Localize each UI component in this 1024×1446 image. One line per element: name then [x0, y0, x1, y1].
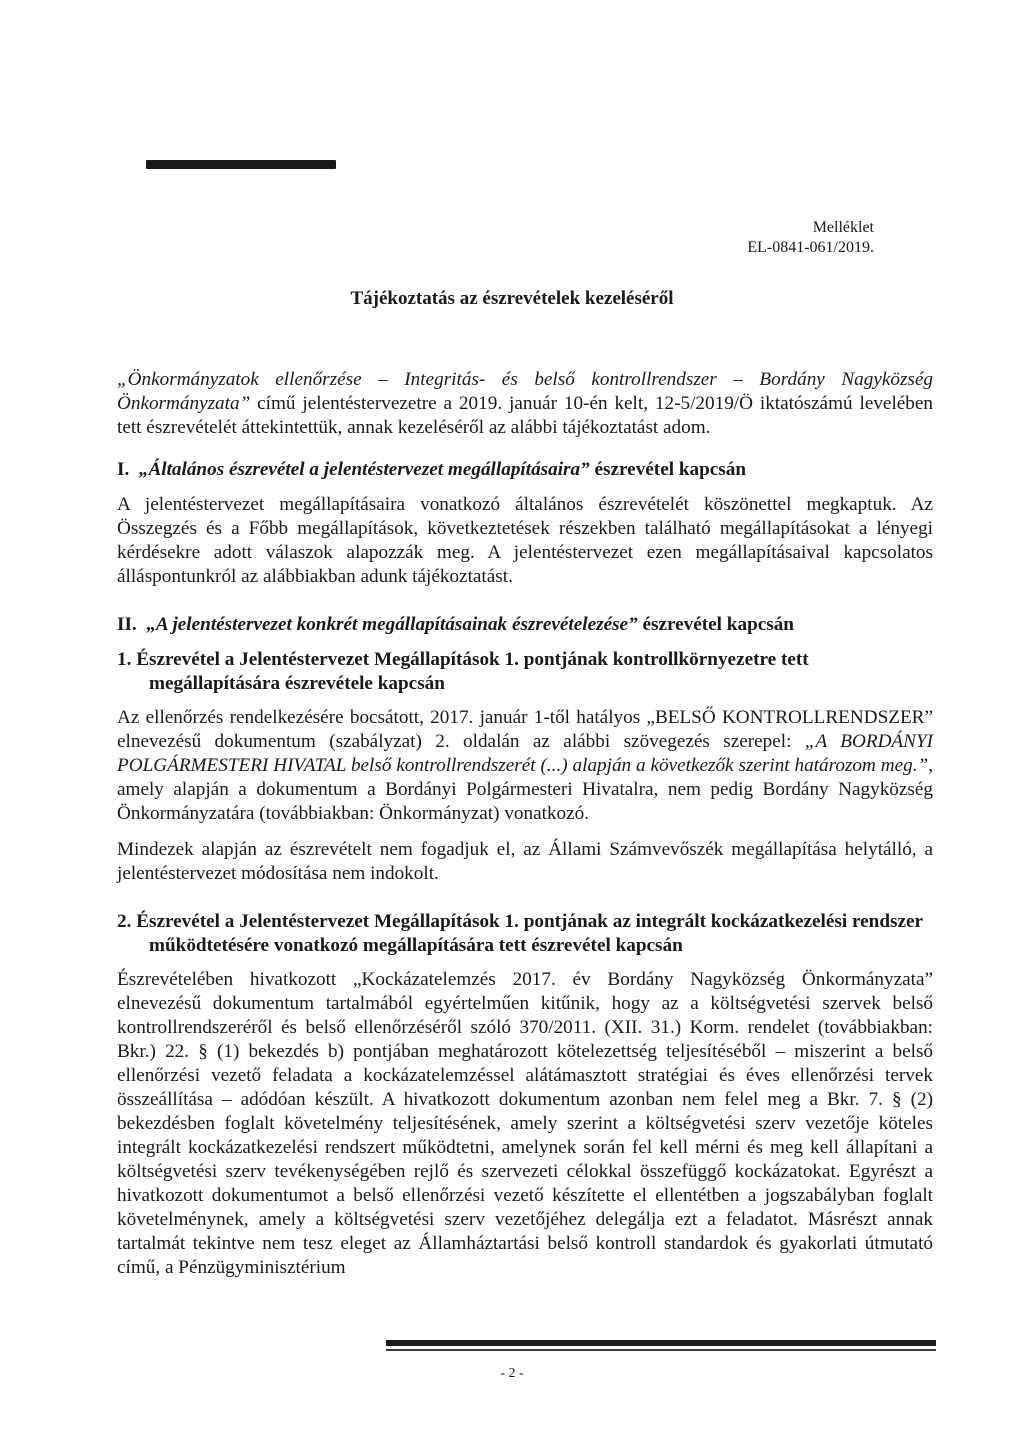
top-decorative-rule: [146, 160, 336, 169]
header-meta: [747, 218, 874, 258]
item-1-heading: 1. Észrevétel a Jelentéstervezet Megállapítások 1. pontjának kontrollkörnyezetre tett megállapítására észrevétele kapcsán: [117, 649, 809, 694]
intro-doc-title: „Önkormányzatok ellenőrzése – Integritás- és belső kontrollrendszer – Bordány Nagyközség Önkormányzata”: [117, 369, 933, 414]
section-2-suffix: észrevétel kapcsán: [642, 614, 794, 635]
document-body: [117, 368, 933, 1292]
section-1-numeral: I.: [117, 459, 130, 480]
item-2-paragraph-1: Észrevételében hivatkozott „Kockázatelemzés 2017. év Bordány Nagyközség Önkormányzata” elnevezésű dokumentum tartalmából egyértelműen kitűnik, hogy az a költségvetési szervek belső kontrollrendszeréről és belső ellenőrzéséről szóló 370/2011. (XII. 31.) Korm. rendelet (továbbiakban: Bkr.) 22. § (1) bekezdés b) pontjában meghatározott kötelezettség teljesítéséből – miszerint a belső ellenőrzési vezető feladata a kockázatelemzéssel alátámasztott stratégiai és éves ellenőrzési tervek összeállítása – adódóan készült. A hivatkozott dokumentum azonban nem felel meg a Bkr. 7. § (2) bekezdésben foglalt követelmény teljesítésének, amely szerint a költségvetési szerv vezetője köteles integrált kockázatkezelési rendszert működtetni, amelynek során fel kell mérni és meg kell állapítani a költségvetési szerv tevékenységében rejlő és szervezeti célokkal összefüggő kockázatokat. Egyrészt a hivatkozott dokumentumot a belső ellenőrzési vezető készítette el ellentétben a jogszabályban foglalt követelménynek, amely a költségvetési szerv vezetőjéhez delegálja ezt a feladatot. Másrészt annak tartalmát tekintve nem tesz eleget az Államháztartási belső kontroll standardok és gyakorlati útmutató című, a Pénzügyminisztérium: [117, 969, 933, 1278]
section-1-heading: [117, 458, 933, 482]
section-2-numeral: II.: [117, 614, 137, 635]
section-2-heading: [117, 613, 933, 637]
reference-number: EL-0841-061/2019.: [747, 239, 874, 256]
item-1-paragraph-1: [117, 706, 933, 826]
bottom-rule-thin: [386, 1349, 936, 1351]
section-2-quote: „A jelentéstervezet konkrét megállapításainak észrevételezése”: [146, 614, 638, 635]
section-1-suffix: észrevétel kapcsán: [594, 459, 747, 480]
section-1-quote: „Általános észrevétel a jelentéstervezet megállapításaira”: [138, 459, 590, 480]
bottom-rule: [386, 1340, 936, 1346]
section-1-body: A jelentéstervezet megállapításaira vonatkozó általános észrevételét köszönettel megkaptuk. Az Összegzés és a Főbb megállapítások, következtetések részekben található megállapításokat a lényegi kérdésekre adott válaszok alapozzák meg. A jelentéstervezet ezen megállapításaival kapcsolatos álláspontunkról az alábbiakban adunk tájékoztatást.: [117, 494, 933, 587]
intro-text: című jelentéstervezetre a 2019. január 10-én kelt, 12-5/2019/Ö iktatószámú levelében tett észrevételét áttekintettük, annak kezeléséről az alábbi tájékoztatást adom.: [117, 393, 933, 438]
item-1-paragraph-2: Mindezek alapján az észrevételt nem fogadjuk el, az Állami Számvevőszék megállapítása helytálló, a jelentéstervezet módosítása nem indokolt.: [117, 839, 933, 884]
page-title: Tájékoztatás az észrevételek kezeléséről: [350, 288, 674, 309]
item-2-heading: 2. Észrevétel a Jelentéstervezet Megállapítások 1. pontjának az integrált kockázatkezelési rendszer működtetésére vonatkozó megállapítására tett észrevétel kapcsán: [117, 911, 923, 956]
item-1-p1-quote: „A BORDÁNYI POLGÁRMESTERI HIVATAL belső kontrollrendszerét (...) alapján a következők szerint határozom meg.”: [117, 731, 934, 776]
item-1-p1-b: , amely alapján a dokumentum a Bordányi Polgármesteri Hivatalra, nem pedig Bordány Nagyközség Önkormányzatára (továbbiakban: Önkormányzat) vonatkozó.: [117, 755, 933, 824]
page-number: - 2 -: [500, 1366, 524, 1381]
intro-paragraph: [117, 368, 933, 440]
attachment-label: Melléklet: [812, 219, 874, 236]
item-1-p1-a: Az ellenőrzés rendelkezésére bocsátott, 2017. január 1-től hatályos „BELSŐ KONTROLLRENDSZER” elnevezésű dokumentum (szabályzat) 2. oldalán az alábbi szövegezés szerepel:: [117, 707, 933, 752]
